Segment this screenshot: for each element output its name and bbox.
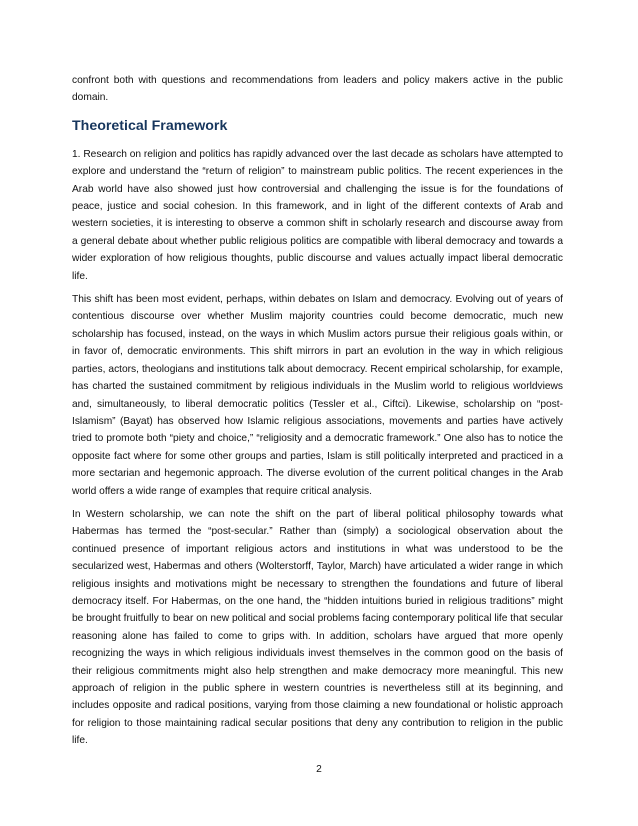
paragraph-western-scholarship: In Western scholarship, we can note the shift on the part of liberal political philosophy towards what Habermas has termed the “post-secular.” Rather than (simply) a sociological observation about the continued presence of important religious actors and institutions in what was understood to be the secularized west, Habermas and others (Wolterstorff, Taylor, March) have articulated a wider range in which religious insights and motivations might be necessary to strengthen the foundations and future of liberal democracy itself. For Habermas, on the one hand, the “hidden intuitions buried in religious traditions” might be brought fruitfully to bear on new political and social problems facing contemporary political life that secular reasoning alone has failed to come to grips with. In addition, scholars have argued that more openly recognizing the ways in which religious individuals invest themselves in the common good on the basis of their religious commitments might also help strengthen and make democracy more meaningful. This new approach of religion in the public sphere in western countries is nevertheless still at its beginning, and includes opposite and radical positions, varying from those claiming a new foundational or holistic approach for religion to those maintaining radical secular positions that deny any contribution to religion in the public life. xyxy=(72,508,563,747)
paragraph-islam-democracy: This shift has been most evident, perhaps, within debates on Islam and democracy. Evolving out of years of contentious discourse over whether Muslim majority countries could become democratic, much new scholarship has focused, instead, on the ways in which Muslim actors pursue their religious goals within, or in favor of, democratic environments. This shift mirrors in part an evolution in the way in which religious parties, actors, theologians and institutions talk about democracy. Recent empirical scholarship, for example, has charted the sustained commitment by religious individuals in the Muslim world to religious worldviews and, simultaneously, to liberal democratic politics (Tessler et al., Ciftci). Likewise, scholarship on “post-Islamism” (Bayat) has observed how Islamic religious associations, movements and parties have actively tried to promote both “piety and choice,” “religiosity and a democratic framework.” One also has to notice the opposite fact where for some other groups and parties, Islam is still politically interpreted and practiced in a more sectarian and hegemonic approach. The diverse evolution of the current political changes in the Arab world offers a wide range of examples that require critical analysis. xyxy=(72,294,563,497)
section-heading: Theoretical Framework xyxy=(72,117,228,134)
page-number: 2 xyxy=(316,764,322,775)
paragraph-research: 1. Research on religion and politics has rapidly advanced over the last decade as scholars have attempted to explore and understand the “return of religion” to mainstream public politics. The recent experiences in the Arab world have also showed just how controversial and challenging the issue is for the foundations of peace, justice and social cohesion. In this framework, and in light of the different contexts of Arab and western societies, it is interesting to observe a common shift in scholarly research and discourse away from a general debate about whether public religious politics are compatible with liberal democracy and towards a wider exploration of how religious thoughts, public discourse and values actually impact liberal democratic life. xyxy=(72,148,563,282)
document-page xyxy=(72,72,563,750)
intro-paragraph: confront both with questions and recommendations from leaders and policy makers active in the public domain. xyxy=(72,75,563,104)
